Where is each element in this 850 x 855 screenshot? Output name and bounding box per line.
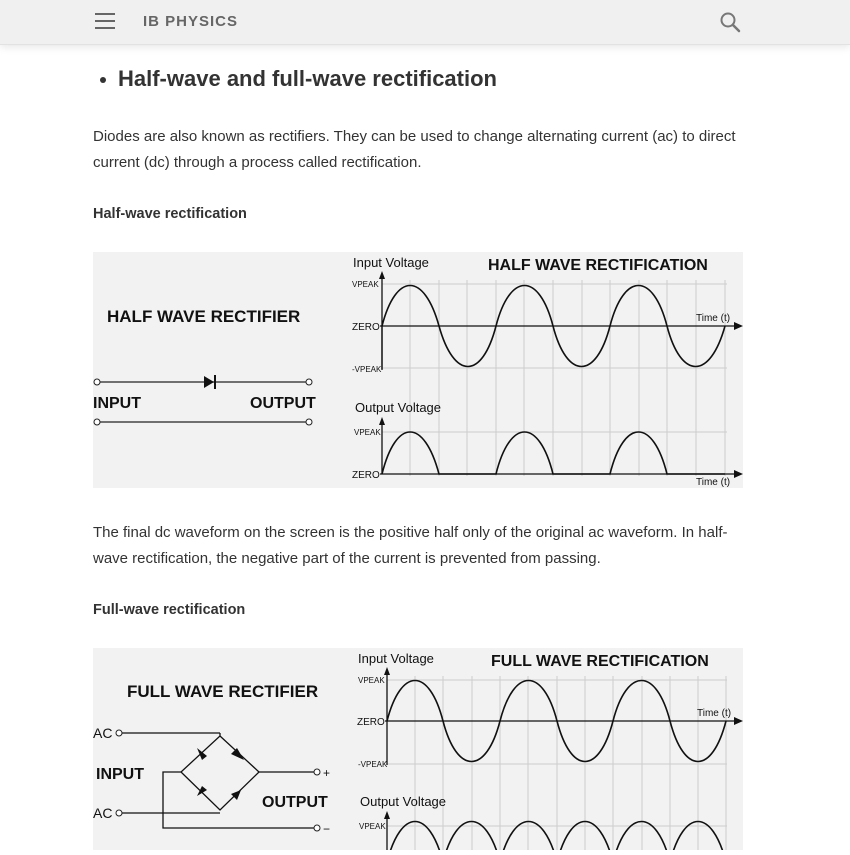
half-wave-heading: Half-wave rectification (93, 206, 247, 222)
top-app-bar (0, 0, 850, 45)
vpeak-label: VPEAK (352, 280, 379, 289)
half-wave-explanation: The final dc waveform on the screen is the positive half only of the original ac waveform. In half-wave rectification, the negative part of the current is prevented from passing. (93, 524, 728, 567)
output-label: OUTPUT (250, 395, 316, 412)
half-wave-rectifier-title: HALF WAVE RECTIFIER (107, 307, 301, 326)
input-voltage-label: Input Voltage (353, 255, 429, 270)
time-label: Time (t) (696, 313, 731, 324)
fw-y-axis-arrow-icon (384, 667, 390, 675)
half-wave-figure (93, 252, 743, 488)
full-wave-graph-title: FULL WAVE RECTIFICATION (491, 653, 709, 670)
time-axis-arrow-icon (734, 322, 743, 330)
fw-graph-grid (387, 676, 727, 850)
neg-vpeak-label: -VPEAK (352, 365, 382, 374)
input-terminal-top (94, 379, 100, 385)
output-vpeak-label: VPEAK (354, 428, 381, 437)
fw-time-label: Time (t) (697, 708, 732, 719)
fw-neg-vpeak-label: -VPEAK (358, 760, 388, 769)
y-axis-arrow-icon (379, 271, 385, 279)
zero-label: ZERO (352, 322, 380, 333)
bridge-diodes-icon (197, 748, 244, 800)
output-time-label: Time (t) (696, 477, 731, 488)
output-voltage-label: Output Voltage (355, 400, 442, 415)
intro-paragraph: Diodes are also known as rectifiers. They can be used to change alternating current (ac) to direct current (dc) through a process called rectification. (93, 128, 736, 171)
search-icon[interactable] (719, 11, 741, 33)
hamburger-menu-icon[interactable] (95, 13, 115, 31)
minus-label: − (323, 822, 331, 836)
full-wave-heading: Full-wave rectification (93, 602, 246, 618)
half-wave-diagram (93, 252, 743, 488)
output-terminal-bottom (306, 419, 312, 425)
output-minus-terminal (314, 825, 320, 831)
fw-time-axis-arrow-icon (734, 717, 743, 725)
fw-output-y-axis-arrow-icon (384, 811, 390, 819)
full-wave-figure (93, 648, 743, 850)
bullet-icon (100, 77, 106, 83)
ac-label-top: AC (93, 725, 113, 741)
plus-label: + (323, 766, 331, 780)
output-zero-label: ZERO (352, 470, 380, 481)
site-brand[interactable]: IB PHYSICS (143, 13, 239, 30)
bridge-wiring (122, 733, 314, 828)
output-y-axis-arrow-icon (379, 417, 385, 425)
fw-input-label: INPUT (96, 766, 144, 783)
output-terminal-top (306, 379, 312, 385)
half-wave-graph-title: HALF WAVE RECTIFICATION (488, 257, 708, 274)
input-label: INPUT (93, 395, 141, 412)
fw-vpeak-label: VPEAK (358, 676, 385, 685)
diode-icon (204, 375, 215, 389)
section-title-text: Half-wave and full-wave rectification (118, 66, 497, 91)
ac-terminal-top (116, 730, 122, 736)
full-wave-rectifier-title: FULL WAVE RECTIFIER (127, 682, 319, 701)
input-terminal-bottom (94, 419, 100, 425)
section-title (100, 66, 497, 92)
fw-input-voltage-label: Input Voltage (358, 651, 434, 666)
fw-output-vpeak-label: VPEAK (359, 822, 386, 831)
fw-zero-label: ZERO (357, 717, 385, 728)
full-wave-diagram (93, 648, 743, 850)
output-time-arrow-icon (734, 470, 743, 478)
output-plus-terminal (314, 769, 320, 775)
ac-label-bottom: AC (93, 805, 113, 821)
fw-output-voltage-label: Output Voltage (360, 794, 447, 809)
fw-output-label: OUTPUT (262, 794, 328, 811)
ac-terminal-bottom (116, 810, 122, 816)
